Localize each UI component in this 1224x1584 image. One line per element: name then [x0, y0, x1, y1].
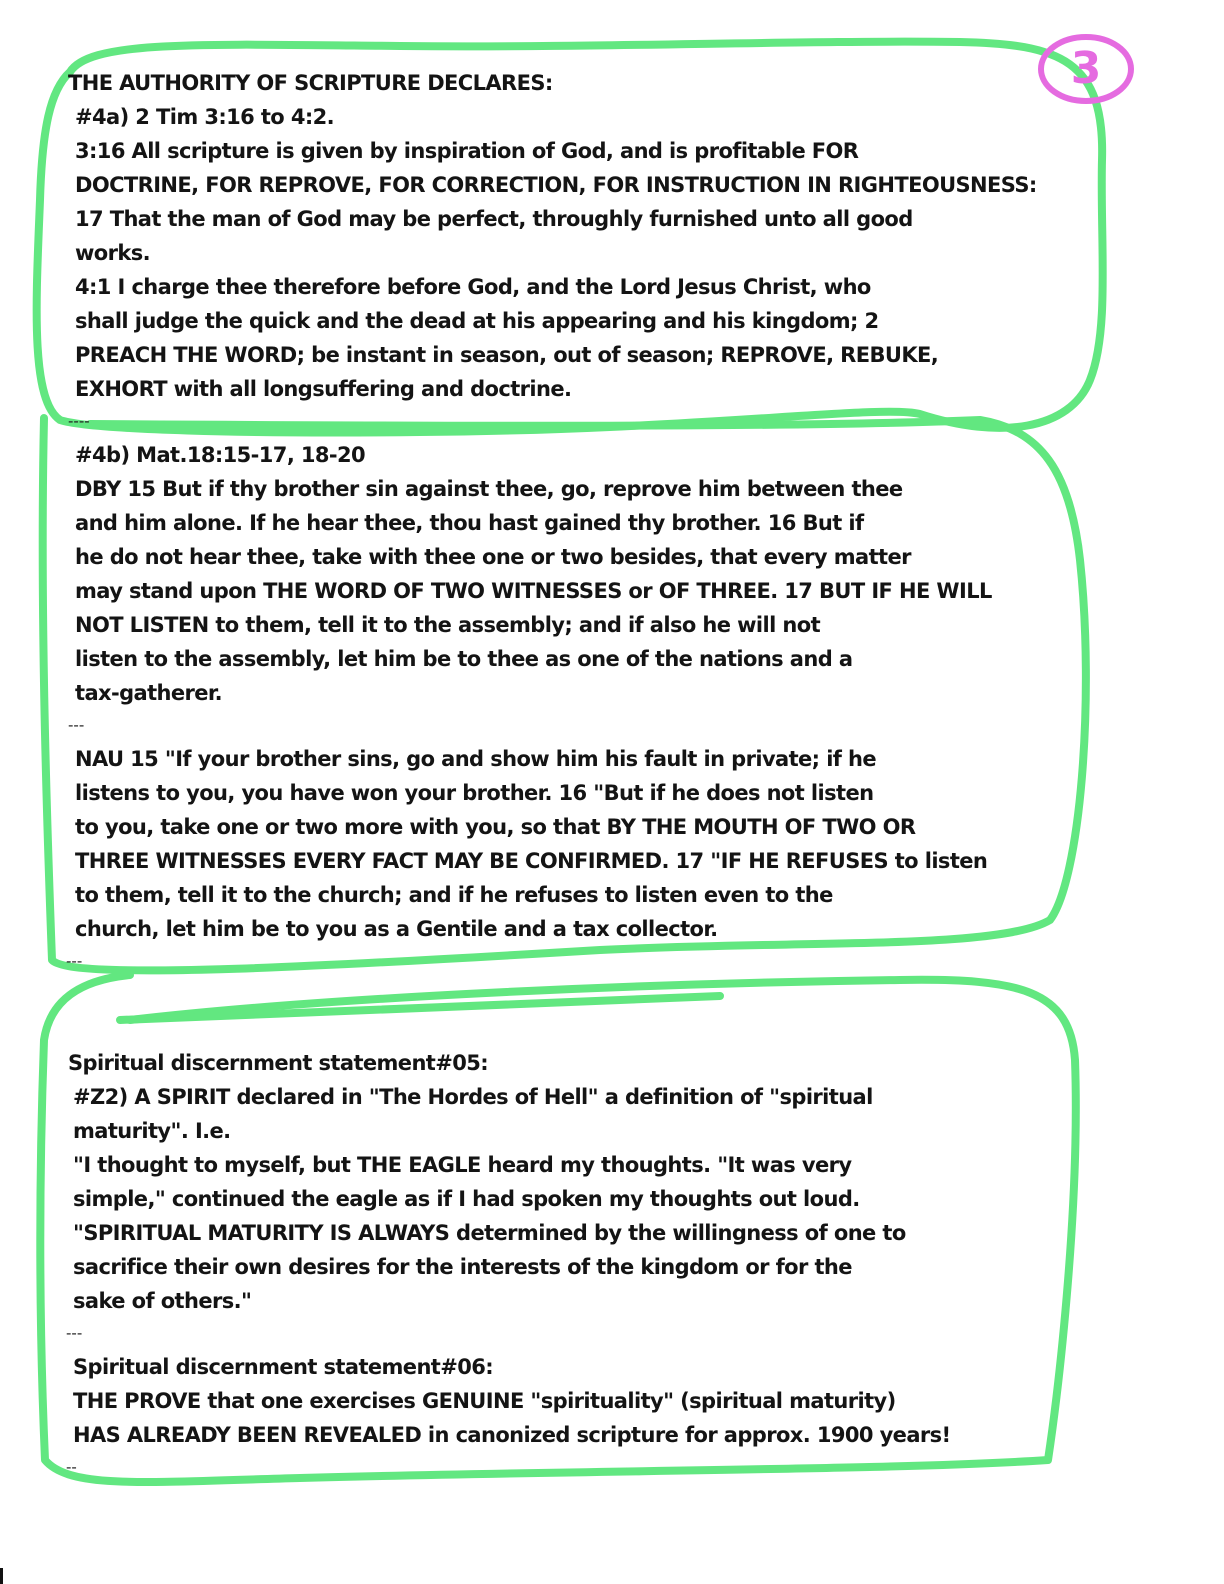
section2-nau-line: NAU 15 "If your brother sins, go and show him his fault in private; if he — [75, 747, 877, 771]
section3-06-heading: Spiritual discernment statement#06: — [73, 1355, 494, 1379]
section3-line: simple," continued the eagle as if I had spoken my thoughts out loud. — [73, 1187, 860, 1211]
section3-separator-mid: --- — [66, 1324, 83, 1342]
section3-line: #Z2) A SPIRIT declared in "The Hordes of Hell" a definition of "spiritual — [73, 1085, 873, 1109]
scan-edge-mark — [0, 1568, 3, 1584]
section1-line: EXHORT with all longsuffering and doctrine. — [75, 377, 572, 401]
section3-line: "I thought to myself, but THE EAGLE heard my thoughts. "It was very — [73, 1153, 852, 1177]
section2-line: and him alone. If he hear thee, thou hast gained thy brother. 16 But if — [75, 511, 864, 535]
section2-nau-line: to them, tell it to the church; and if he refuses to listen even to the — [75, 883, 833, 907]
section1-line: shall judge the quick and the dead at his appearing and his kingdom; 2 — [75, 309, 879, 333]
section2-nau-line: church, let him be to you as a Gentile and a tax collector. — [75, 917, 718, 941]
section1-line: #4a) 2 Tim 3:16 to 4:2. — [75, 105, 335, 129]
section2-line: DBY 15 But if thy brother sin against thee, go, reprove him between thee — [75, 477, 903, 501]
section2-separator: --- — [66, 952, 83, 970]
section2-line: tax-gatherer. — [75, 681, 223, 705]
section3-06-line: THE PROVE that one exercises GENUINE "spirituality" (spiritual maturity) — [73, 1389, 896, 1413]
section3-line: maturity". I.e. — [73, 1119, 231, 1143]
section2-line: he do not hear thee, take with thee one or two besides, that every matter — [75, 545, 911, 569]
section3-line: sacrifice their own desires for the interests of the kingdom or for the — [73, 1255, 852, 1279]
section1-line: works. — [75, 241, 151, 265]
section1-separator: ---- — [68, 412, 90, 430]
section1-line: DOCTRINE, FOR REPROVE, FOR CORRECTION, FOR INSTRUCTION IN RIGHTEOUSNESS: — [75, 173, 1037, 197]
page-number: 3 — [1070, 43, 1102, 94]
section3-line: "SPIRITUAL MATURITY IS ALWAYS determined by the willingness of one to — [73, 1221, 906, 1245]
section1-line: 4:1 I charge thee therefore before God, and the Lord Jesus Christ, who — [75, 275, 871, 299]
section1-line: 17 That the man of God may be perfect, throughly furnished unto all good — [75, 207, 913, 231]
section2-separator-mid: --- — [68, 716, 85, 734]
section3-heading: Spiritual discernment statement#05: — [68, 1051, 489, 1075]
section2-line: may stand upon THE WORD OF TWO WITNESSES or OF THREE. 17 BUT IF HE WILL — [75, 579, 992, 603]
section2-heading: #4b) Mat.18:15-17, 18-20 — [75, 443, 366, 467]
section1-heading: THE AUTHORITY OF SCRIPTURE DECLARES: — [68, 71, 553, 95]
section3-separator: -- — [66, 1458, 77, 1476]
section2-line: NOT LISTEN to them, tell it to the assembly; and if also he will not — [75, 613, 821, 637]
section2-nau-line: listens to you, you have won your brother. 16 "But if he does not listen — [75, 781, 874, 805]
section2-line: listen to the assembly, let him be to thee as one of the nations and a — [75, 647, 853, 671]
section2-nau-line: THREE WITNESSES EVERY FACT MAY BE CONFIRMED. 17 "IF HE REFUSES to listen — [75, 849, 988, 873]
section3-line: sake of others." — [73, 1289, 252, 1313]
page-number-badge — [1038, 34, 1134, 104]
section3-06-line: HAS ALREADY BEEN REVEALED in canonized scripture for approx. 1900 years! — [73, 1423, 951, 1447]
section1-line: 3:16 All scripture is given by inspiration of God, and is profitable FOR — [75, 139, 859, 163]
section1-line: PREACH THE WORD; be instant in season, out of season; REPROVE, REBUKE, — [75, 343, 939, 367]
section2-nau-line: to you, take one or two more with you, so that BY THE MOUTH OF TWO OR — [75, 815, 916, 839]
marker-box-1 — [37, 42, 1103, 433]
marker-stroke-extra — [120, 996, 720, 1020]
